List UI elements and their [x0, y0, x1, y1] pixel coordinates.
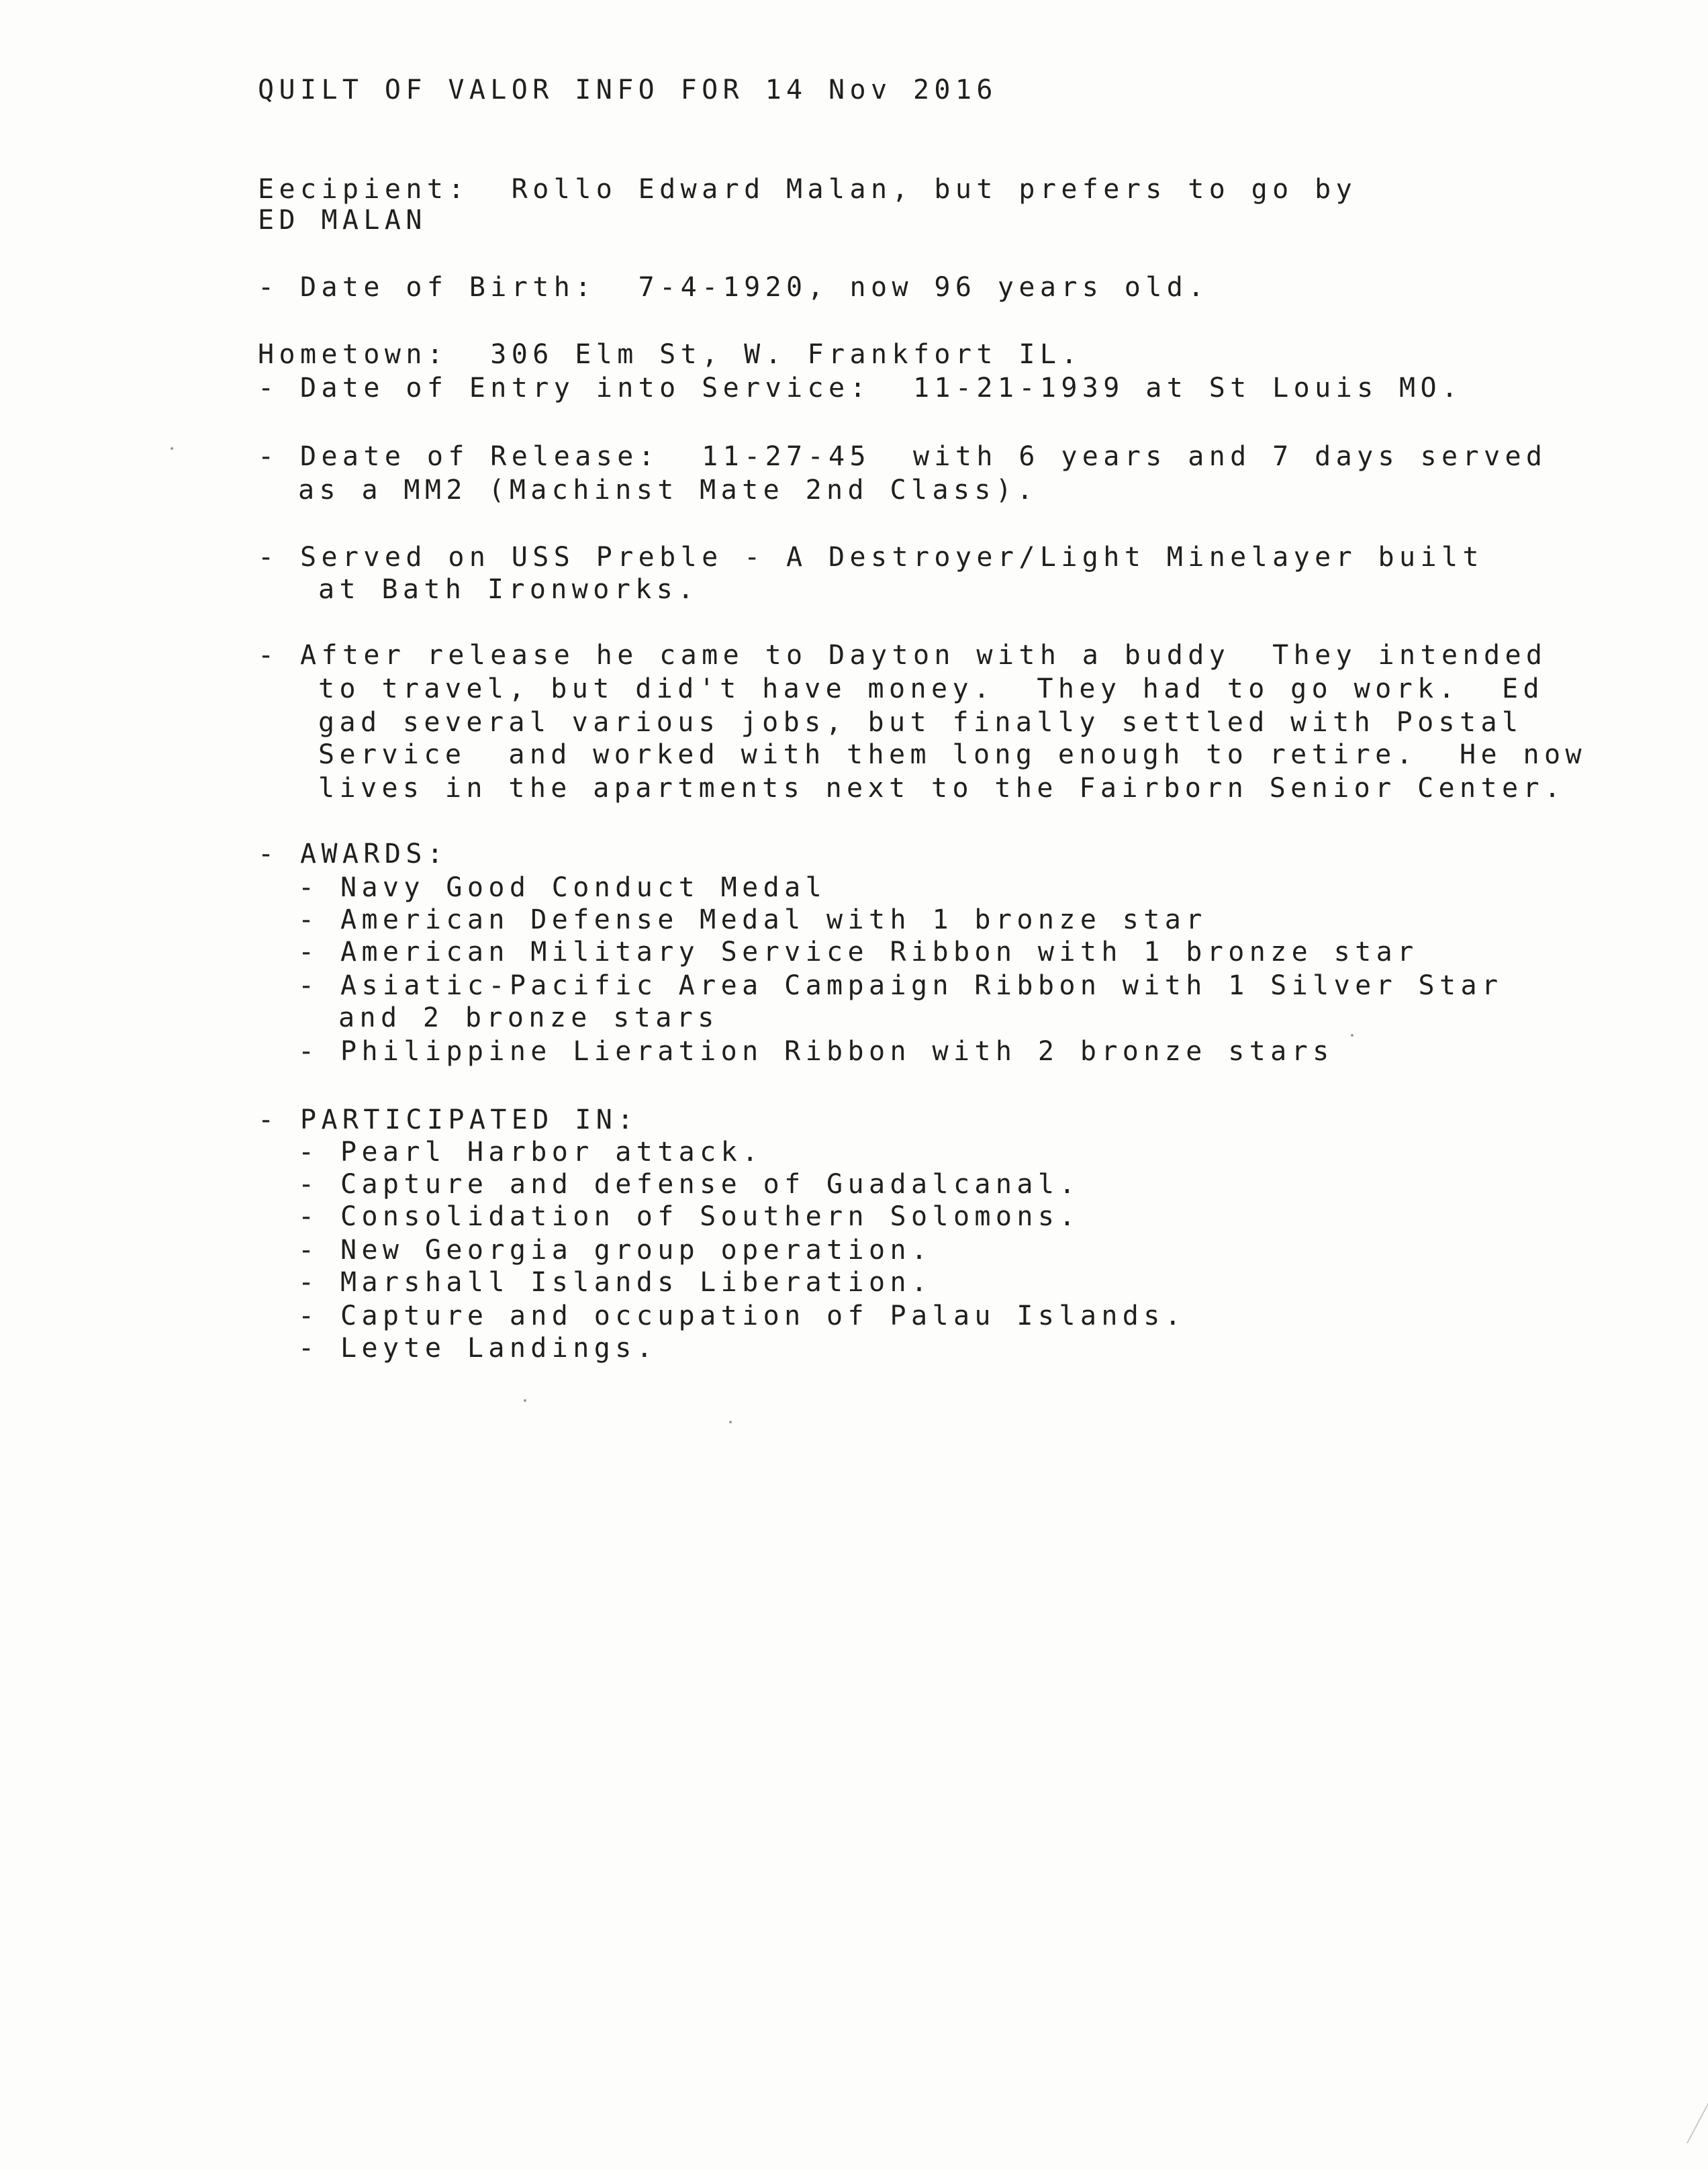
participated-item: - Capture and defense of Guadalcanal.	[298, 1169, 1080, 1200]
paper-speck	[524, 1399, 526, 1402]
birth-line: - Date of Birth: 7-4-1920, now 96 years old.	[258, 272, 1209, 303]
paper-speck	[1351, 1034, 1354, 1037]
participated-item: - Capture and occupation of Palau Islands.	[298, 1301, 1186, 1331]
recipient-line-2: ED MALAN	[258, 205, 427, 236]
recipient-line-1: Eecipient: Rollo Edward Malan, but prefers to go by	[258, 174, 1358, 205]
after-release-line: lives in the apartments next to the Fairborn Senior Center.	[318, 773, 1566, 804]
award-item: - Philippine Lieration Ribbon with 2 bronze stars	[298, 1036, 1334, 1067]
after-release-line: gad several various jobs, but finally settled with Postal	[318, 707, 1523, 738]
award-item-continued: and 2 bronze stars	[338, 1002, 719, 1033]
participated-item: - Consolidation of Southern Solomons.	[298, 1201, 1080, 1232]
paper-speck	[171, 447, 173, 450]
after-release-line: Service and worked with them long enough to retire. He now	[318, 739, 1586, 770]
served-line-1: - Served on USS Preble - A Destroyer/Light Minelayer built	[258, 542, 1484, 573]
after-release-line: to travel, but did't have money. They had to go work. Ed	[318, 673, 1544, 704]
release-line-1: - Deate of Release: 11-27-45 with 6 years and 7 days served	[258, 441, 1548, 472]
participated-item: - Marshall Islands Liberation.	[298, 1267, 933, 1298]
entry-line: - Date of Entry into Service: 11-21-1939 at St Louis MO.	[258, 373, 1463, 404]
participated-item: - Pearl Harbor attack.	[298, 1137, 763, 1168]
document-title: QUILT OF VALOR INFO FOR 14 Nov 2016	[258, 75, 998, 105]
award-item: - American Military Service Ribbon with 1 bronze star	[298, 937, 1419, 968]
served-line-2: at Bath Ironworks.	[318, 574, 699, 605]
after-release-line: - After release he came to Dayton with a buddy They intended	[258, 640, 1548, 671]
paper-fold-mark	[1687, 2066, 1708, 2144]
release-line-2: as a MM2 (Machinst Mate 2nd Class).	[298, 475, 1038, 506]
paper-speck	[729, 1421, 732, 1423]
award-item: - American Defense Medal with 1 bronze star	[298, 904, 1207, 935]
awards-heading: - AWARDS:	[258, 839, 448, 869]
award-item: - Asiatic-Pacific Area Campaign Ribbon with 1 Silver Star	[298, 970, 1503, 1001]
participated-item: - New Georgia group operation.	[298, 1235, 933, 1266]
hometown-line: Hometown: 306 Elm St, W. Frankfort IL.	[258, 339, 1082, 370]
award-item: - Navy Good Conduct Medal	[298, 872, 827, 903]
participated-heading: - PARTICIPATED IN:	[258, 1104, 638, 1135]
participated-item: - Leyte Landings.	[298, 1333, 658, 1364]
